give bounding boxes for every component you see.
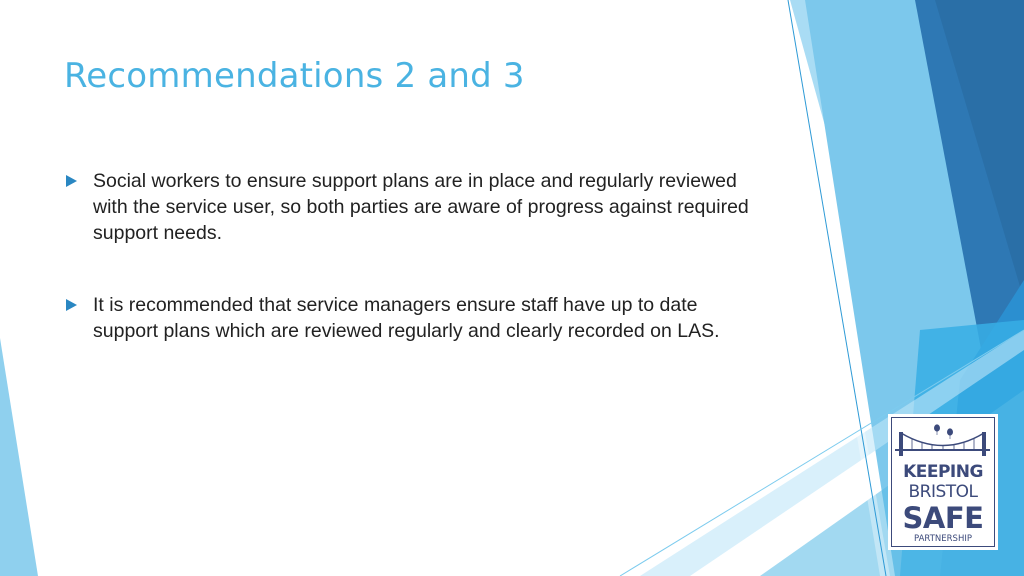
logo-safe: SAFE bbox=[902, 501, 984, 535]
slide-title: Recommendations 2 and 3 bbox=[64, 56, 525, 96]
keeping-bristol-safe-logo bbox=[888, 414, 998, 550]
bullet-item bbox=[64, 168, 764, 246]
logo-bristol: BRISTOL bbox=[908, 482, 978, 502]
bullet-item bbox=[64, 292, 764, 344]
bridge-icon bbox=[892, 420, 994, 462]
bullet-text: It is recommended that service managers ensure staff have up to date support plans which are reviewed regularly and clearly recorded on LAS. bbox=[93, 294, 720, 342]
bullet-arrow-icon bbox=[66, 299, 77, 311]
bullet-text: Social workers to ensure support plans are in place and regularly reviewed with the service user, so both parties are aware of progress against required support needs. bbox=[93, 170, 749, 244]
bullet-arrow-icon bbox=[66, 175, 77, 187]
bullet-list bbox=[64, 168, 764, 344]
logo-partnership: PARTNERSHIP bbox=[914, 534, 972, 544]
logo-keeping: KEEPING bbox=[903, 462, 983, 482]
